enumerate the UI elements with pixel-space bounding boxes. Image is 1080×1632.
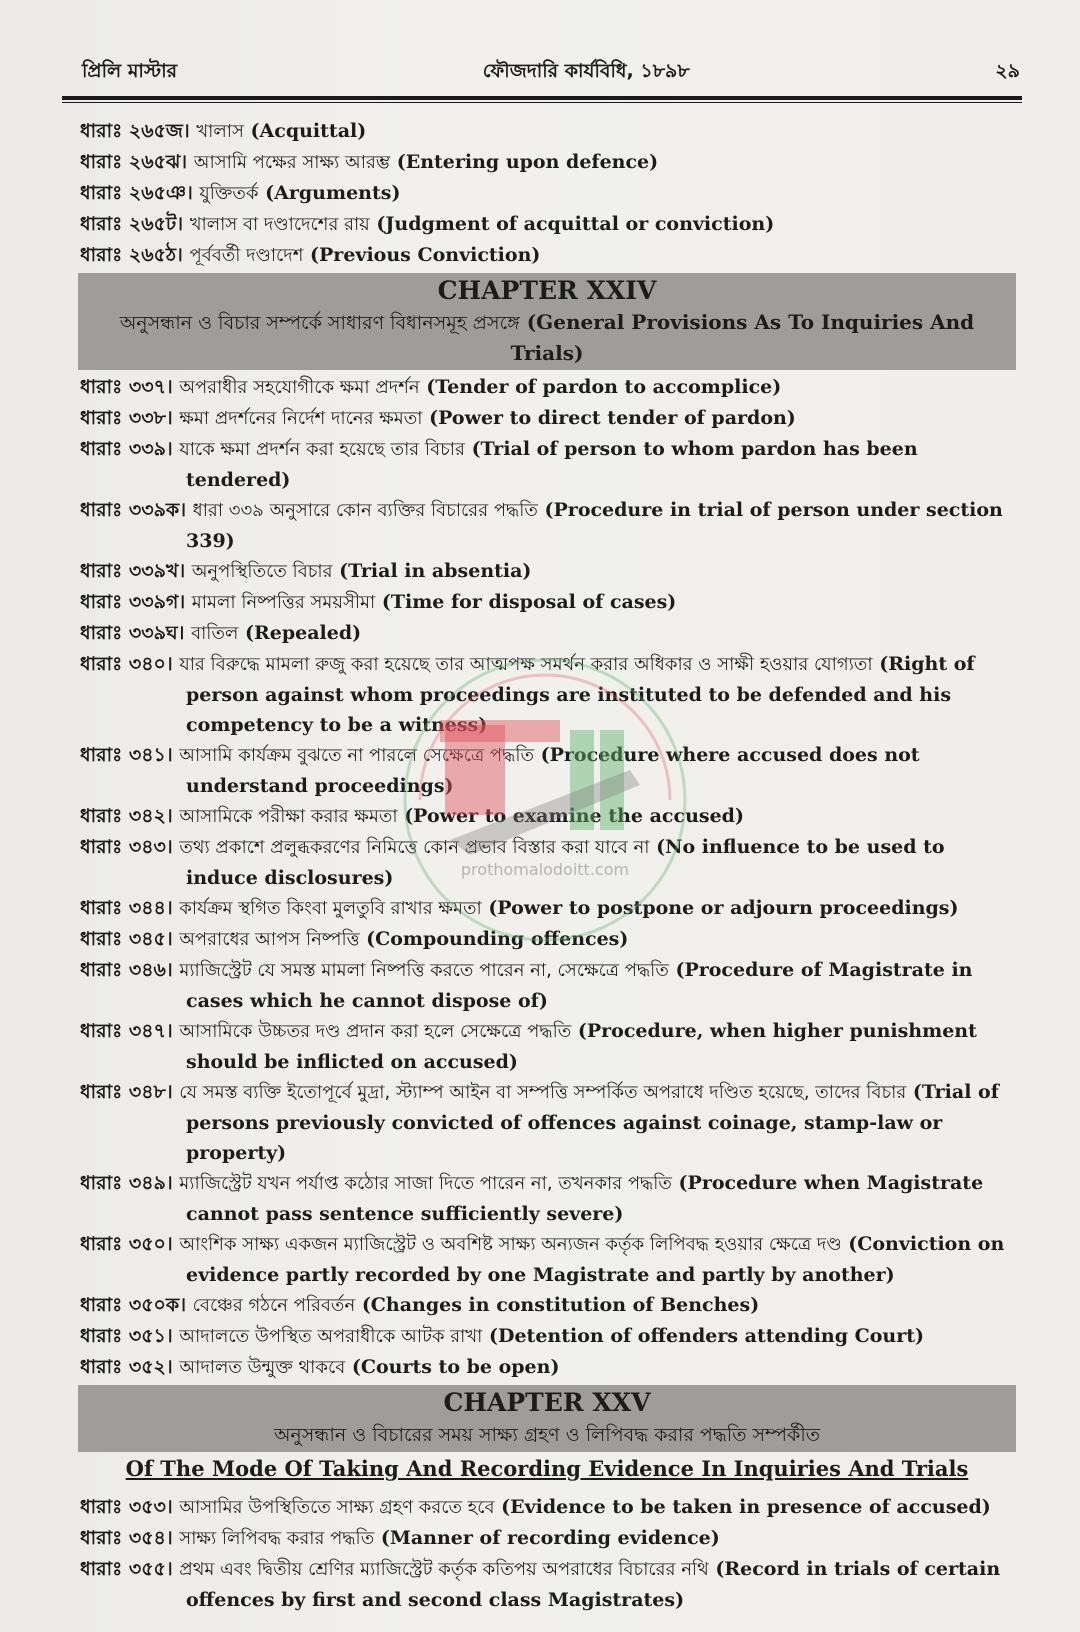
section-entry [80,1077,1014,1168]
watermark-text: prothomalodoitt.com [460,860,630,879]
section-title-bn: পূর্ববর্তী দণ্ডাদেশ [189,245,304,266]
section-number: ধারাঃ ৩৩৭। [80,376,173,398]
section-title-bn: আসামি কার্যক্রম বুঝতে না পারলে সেক্ষেত্রে পদ্ধতি [179,745,534,766]
section-number: ধারাঃ ২৬৫ঠ। [80,244,183,266]
section-entry [80,495,1014,556]
section-number: ধারাঃ ৩৪৭। [80,1020,173,1042]
section-title-bn: খালাস [196,121,244,142]
section-title-bn: আসামি পক্ষের সাক্ষ্য আরম্ভ [193,152,391,173]
section-entry [80,618,1014,649]
section-entry [80,1290,1014,1321]
chapter-24-banner [78,273,1016,370]
section-entry [80,556,1014,587]
section-entry [80,372,1014,403]
page-number: ২৯ [995,60,1020,82]
section-number: ধারাঃ ৩৪২। [80,805,173,827]
section-title-bn: ম্যাজিস্ট্রেট যখন পর্যাপ্ত কঠোর সাজা দিতে পারেন না, তখনকার পদ্ধতি [179,1173,672,1194]
section-number: ধারাঃ ২৬৫ট। [80,213,184,235]
section-title-en: (Conviction on evidence partly recorded by one Magistrate and partly by another) [186,1233,1005,1286]
header-chapter-title: ফৌজদারি কার্যবিধি, ১৮৯৮ [482,60,690,82]
header-rule-thick [62,96,1022,100]
section-title-en: (Trial of persons previously convicted of offences against coinage, stamp-law or property) [186,1081,999,1164]
section-title-en: (Power to examine the accused) [404,805,744,827]
section-title-en: (Tender of pardon to accomplice) [426,376,782,398]
section-title-en: (Judgment of acquittal or conviction) [376,213,775,235]
section-title-en: (No influence to be used to induce disclosures) [186,836,945,889]
section-entry [80,240,1014,271]
section-title-en: (Time for disposal of cases) [381,591,677,613]
section-title-en: (Procedure, when higher punishment should be inflicted on accused) [186,1020,977,1073]
section-title-en: (Detention of offenders attending Court) [489,1325,925,1347]
section-number: ধারাঃ ২৬৫জ। [80,120,190,142]
section-entry [80,116,1014,147]
section-title-bn: অপরাধের আপস নিষ্পত্তি [179,929,360,950]
section-title-en: (Record in trials of certain offences by first and second class Magistrates) [186,1558,1001,1611]
section-entry [80,1321,1014,1352]
section-title-bn: আসামিকে পরীক্ষা করার ক্ষমতা [179,806,398,827]
section-number: ধারাঃ ৩৫০ক। [80,1294,186,1316]
section-title-en: (Right of person against whom proceedings are instituted to be defended and his competency to be a witness) [186,653,975,736]
section-number: ধারাঃ ৩৩৯। [80,438,173,460]
section-number: ধারাঃ ৩৩৯ঘ। [80,622,185,644]
section-number: ধারাঃ ৩৪৬। [80,959,173,981]
section-number: ধারাঃ ৩৪৫। [80,928,173,950]
chapter-25-subtitle-en: Of The Mode Of Taking And Recording Evidence In Inquiries And Trials [125,1456,969,1481]
section-title-bn: যার বিরুদ্ধে মামলা রুজু করা হয়েছে তার আত্মপক্ষ সমর্থন করার অধিকার ও সাক্ষী হওয়ার যোগ্যতা [179,654,873,675]
section-number: ধারাঃ ৩৫০। [80,1233,173,1255]
section-title-bn: আসামিকে উচ্চতর দণ্ড প্রদান করা হলে সেক্ষেত্রে পদ্ধতি [179,1021,572,1042]
section-entry [80,178,1014,209]
section-number: ধারাঃ ৩৩৯গ। [80,591,186,613]
section-title-en: (Changes in constitution of Benches) [361,1294,760,1316]
section-list-a [80,116,1014,271]
section-list-b [80,372,1014,1383]
section-entry [80,1016,1014,1077]
section-title-en: (Power to postpone or adjourn proceedings) [488,897,959,919]
section-number: ধারাঃ ২৬৫ঞ। [80,182,193,204]
page-content [80,116,1014,1615]
section-title-bn: যাকে ক্ষমা প্রদর্শন করা হয়েছে তার বিচার [179,439,465,460]
section-title-bn: খালাস বা দণ্ডাদেশের রায় [189,214,370,235]
section-title-en: (Previous Conviction) [310,244,541,266]
section-entry [80,1352,1014,1383]
section-title-bn: অপরাধীর সহযোগীকে ক্ষমা প্রদর্শন [179,377,420,398]
page-header [82,58,1020,88]
section-title-bn: মামলা নিষ্পত্তির সময়সীমা [191,592,376,613]
section-title-bn: আংশিক সাক্ষ্য একজন ম্যাজিস্ট্রেট ও অবশিষ্ট সাক্ষ্য অন্যজন কর্তৃক লিপিবদ্ধ হওয়ার ক্ষেত্রে দণ্ড [179,1234,842,1255]
section-entry [80,1229,1014,1290]
section-title-en: (Arguments) [265,182,401,204]
section-entry [80,1168,1014,1229]
section-title-bn: বাতিল [191,623,239,644]
header-rule-thin [62,102,1022,103]
section-entry [80,587,1014,618]
section-entry [80,893,1014,924]
section-entry [80,740,1014,801]
section-title-bn: ম্যাজিস্ট্রেট যে সমস্ত মামলা নিষ্পত্তি করতে পারেন না, সেক্ষেত্রে পদ্ধতি [179,960,669,981]
chapter-24-title: CHAPTER XXIV [437,276,657,305]
section-title-bn: কার্যক্রম স্থগিত কিংবা মুলতুবি রাখার ক্ষমতা [179,898,482,919]
chapter-24-subtitle [86,307,1008,368]
section-title-en: (Trial in absentia) [339,560,532,582]
section-list-c [80,1492,1014,1615]
section-title-en: (Acquittal) [250,120,367,142]
section-entry [80,924,1014,955]
section-title-en: (Manner of recording evidence) [380,1527,720,1549]
section-entry [80,1523,1014,1554]
section-title-en: (Procedure of Magistrate in cases which he cannot dispose of) [186,959,973,1012]
section-title-en: (Procedure where accused does not understand proceedings) [186,744,920,797]
section-entry [80,832,1014,893]
section-title-bn: যে সমস্ত ব্যক্তি ইতোপূর্বে মুদ্রা, স্ট্যাম্প আইন বা সম্পত্তি সম্পর্কিত অপরাধে দণ্ডিত হয়েছে, তাদের বিচার [179,1082,907,1103]
section-title-en: (Entering upon defence) [396,151,659,173]
section-entry [80,209,1014,240]
section-number: ধারাঃ ২৬৫ঝ। [80,151,188,173]
section-number: ধারাঃ ৩৫২। [80,1356,173,1378]
section-number: ধারাঃ ৩৫৫। [80,1558,173,1580]
section-number: ধারাঃ ৩৪৮। [80,1081,173,1103]
section-entry [80,403,1014,434]
section-number: ধারাঃ ৩৫১। [80,1325,173,1347]
section-number: ধারাঃ ৩৫৩। [80,1496,173,1518]
section-title-en: (Evidence to be taken in presence of accused) [501,1496,991,1518]
section-title-en: (Courts to be open) [351,1356,560,1378]
section-title-en: (Compounding offences) [366,928,629,950]
section-entry [80,1554,1014,1615]
section-number: ধারাঃ ৩৩৯খ। [80,560,186,582]
section-title-en: (Procedure in trial of person under section 339) [186,499,1003,552]
section-title-bn: ধারা ৩৩৯ অনুসারে কোন ব্যক্তির বিচারের পদ্ধতি [192,500,538,521]
section-number: ধারাঃ ৩৪১। [80,744,173,766]
section-title-bn: অনুপস্থিতিতে বিচার [191,561,333,582]
section-title-en: (Procedure when Magistrate cannot pass sentence sufficiently severe) [186,1172,984,1225]
section-title-bn: তথ্য প্রকাশে প্রলুব্ধকরণের নিমিত্তে কোন প্রভাব বিস্তার করা যাবে না [179,837,650,858]
header-book-title: প্রিলি মাস্টার [82,60,178,82]
section-title-bn: আসামির উপস্থিতিতে সাক্ষ্য গ্রহণ করতে হবে [179,1497,495,1518]
section-title-bn: ক্ষমা প্রদর্শনের নির্দেশ দানের ক্ষমতা [179,408,423,429]
section-title-bn: বেঞ্চের গঠনে পরিবর্তন [192,1295,356,1316]
section-number: ধারাঃ ৩৪০। [80,653,173,675]
section-title-bn: সাক্ষ্য লিপিবদ্ধ করার পদ্ধতি [179,1528,375,1549]
section-title-bn: আদালত উন্মুক্ত থাকবে [179,1357,346,1378]
chapter-24-subtitle-bn: অনুসন্ধান ও বিচার সম্পর্কে সাধারণ বিধানসমূহ প্রসঙ্গে [119,312,520,334]
section-entry [80,147,1014,178]
chapter-25-subtitle [86,1419,1008,1450]
section-title-bn: যুক্তিতর্ক [199,183,259,204]
section-entry [80,955,1014,1016]
section-title-en: (Power to direct tender of pardon) [429,407,796,429]
section-entry [80,649,1014,740]
section-title-en: (Repealed) [245,622,362,644]
section-entry [80,1492,1014,1523]
section-title-bn: প্রথম এবং দ্বিতীয় শ্রেণির ম্যাজিস্ট্রেট কর্তৃক কতিপয় অপরাধের বিচারের নথি [179,1559,709,1580]
section-number: ধারাঃ ৩৩৮। [80,407,173,429]
chapter-25-banner [78,1385,1016,1452]
chapter-25-subtitle-bn: অনুসন্ধান ও বিচারের সময় সাক্ষ্য গ্রহণ ও লিপিবদ্ধ করার পদ্ধতি সম্পর্কীত [273,1424,821,1446]
section-number: ধারাঃ ৩৪৯। [80,1172,173,1194]
section-title-en: (Trial of person to whom pardon has been tendered) [186,438,918,491]
section-entry [80,434,1014,495]
chapter-24-subtitle-en: (General Provisions As To Inquiries And Trials) [510,310,975,365]
section-number: ধারাঃ ৩৩৯ক। [80,499,186,521]
section-number: ধারাঃ ৩৪৪। [80,897,173,919]
chapter-25-title: CHAPTER XXV [443,1388,651,1417]
section-title-bn: আদালতে উপস্থিত অপরাধীকে আটক রাখা [179,1326,483,1347]
section-number: ধারাঃ ৩৫৪। [80,1527,173,1549]
section-entry [80,801,1014,832]
section-number: ধারাঃ ৩৪৩। [80,836,173,858]
